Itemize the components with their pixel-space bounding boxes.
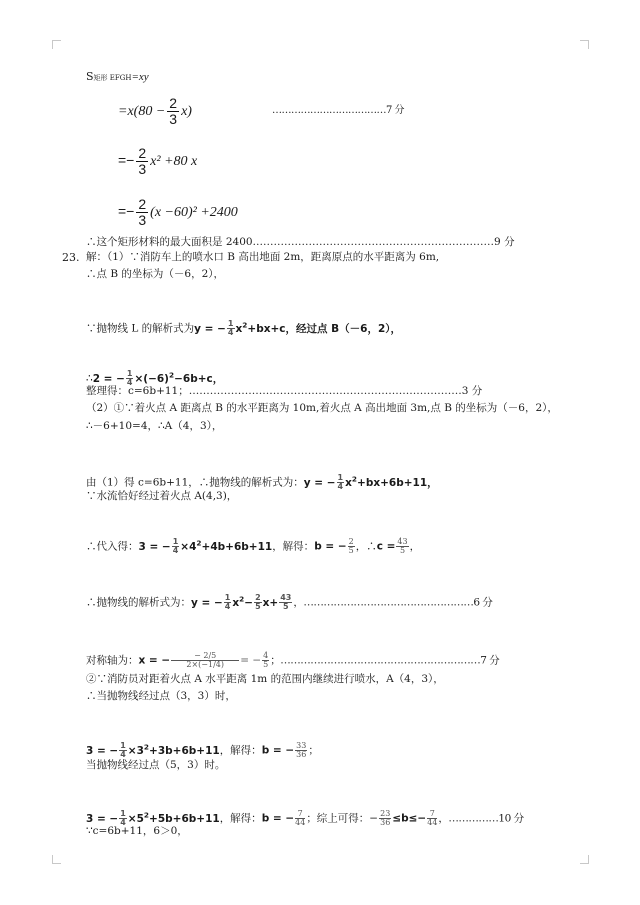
q23-line-16: 当抛物线经过点（5，3）时。 [86,759,226,771]
q23-line-4: ∴2 = − $\frac{1}{4}$ $\times(-6)^2-6b+c$， [86,369,224,387]
area-definition: S矩形 EFGH=xy [86,70,149,83]
fraction-one-quarter: $\frac{1}{4}$ [227,319,234,337]
crop-mark-top-right [580,40,589,49]
q23-line-11: ∴抛物线的解析式为：y = − $\frac{1}{4}$ $x^2-$ $\frac{2}{5}$ x+ $\frac{43}{5}$ ，……………………………………………6 分 [86,593,493,611]
area-step-1: =x(80 − $\frac{2}{3}$ x) [118,95,192,127]
q23-line-13: ②∵消防员对距着火点 A 水平距离 1m 的范围内继续进行喷水，A（4，3）， [86,673,444,685]
fraction-23-36: $\frac{23}{36}$ [380,809,391,827]
crop-mark-top-left [52,40,61,49]
crop-mark-bottom-right [580,855,589,864]
fraction-33-36: $\frac{33}{36}$ [296,741,307,759]
q23-line-3: ∵抛物线 L 的解析式为y = − $\frac{1}{4}$ $x^2+bx+c$，经过点 B（－6，2）， [86,319,402,337]
fraction-one-quarter: $\frac{1}{4}$ [126,369,133,387]
q23-line-5: 整理得：c=6b+11；……………………………………………………………………3 分 [86,385,483,397]
fraction-two-thirds: $\frac{2}{3}$ [169,95,178,127]
q23-line-8: 由（1）得 c=6b+11，∴抛物线的解析式为：y = − $\frac{1}{4}$ $x^2+bx+6b+11$， [86,473,438,491]
q23-line-9: ∵水流恰好经过着火点 A(4,3)， [86,490,238,502]
score-mark-7-a: ………………………………7 分 [272,105,405,116]
fraction-43-fifths: $\frac{43}{5}$ [397,537,408,555]
fraction-7-44: $\frac{7}{44}$ [427,809,438,827]
q23-line-12: 对称轴为：x = − $\frac{- 2/5}{2\times(-1/4)}$ = − $\frac{4}{5}$ ；……………………………………………………7 分 [86,651,500,669]
area-step-3: =− $\frac{2}{3}$ (x −60)² +2400 [118,196,238,228]
fraction-one-quarter: $\frac{1}{4}$ [120,809,126,827]
area-conclusion: ∴这个矩形材料的最大面积是 2400……………………………………………………………9 分 [86,236,515,248]
q23-line-2: ∴点 B 的坐标为（－6，2）， [86,268,225,280]
area-step-2: =− $\frac{2}{3}$ x² +80 x [118,145,198,177]
q23-line-17: 3 = − $\frac{1}{4}$ $\times 5^2+5b+6b+11$，解得：b = − $\frac{7}{44}$ ；综上可得：− $\frac{23}{36}$ ≤b≤− $\frac{7}{44}$ ，……………10 分 [86,809,524,827]
q23-line-15: 3 = − $\frac{1}{4}$ $\times 3^2+3b+6b+11$，解得：b = − $\frac{33}{36}$ ； [86,741,319,759]
q23-line-10: ∴代入得：3 = − $\frac{1}{4}$ $\times 4^2+4b+6b+11$，解得：b = − $\frac{2}{5}$ ，∴c = $\frac{43}{5}$ ， [86,537,421,555]
fraction-four-fifths: $\frac{4}{5}$ [263,651,269,669]
fraction-one-quarter: $\frac{1}{4}$ [172,537,179,555]
fraction-7-44: $\frac{7}{44}$ [295,809,306,827]
fraction-one-quarter: $\frac{1}{4}$ [224,593,231,611]
fraction-43-fifths: $\frac{43}{5}$ [280,593,292,611]
fraction-axis-nested: $\frac{- 2/5}{2\times(-1/4)}$ [171,652,239,669]
q23-line-14: ∴当抛物线经过点（3，3）时， [86,690,236,702]
q23-line-1: 解：（1）∵消防车上的喷水口 B 高出地面 2m，距离原点的水平距离为 6m, [86,251,440,263]
fraction-two-thirds: $\frac{2}{3}$ [138,196,147,228]
q23-line-7: ∴－6+10=4，∴A（4，3）， [86,420,223,432]
fraction-two-thirds: $\frac{2}{3}$ [138,145,147,177]
fraction-one-quarter: $\frac{1}{4}$ [337,473,344,491]
crop-mark-bottom-left [52,855,61,864]
q23-line-6: （2）①∵着火点 A 距离点 B 的水平距离为 10m,着火点 A 高出地面 3m,点 B 的坐标为（－6，2）， [86,402,558,414]
fraction-two-fifths: $\frac{2}{5}$ [255,593,261,611]
question-number: 23. [62,251,80,264]
fraction-one-quarter: $\frac{1}{4}$ [120,741,126,759]
q23-line-18: ∵c=6b+11，6＞0， [86,825,188,837]
fraction-two-fifths: $\frac{2}{5}$ [348,537,354,555]
